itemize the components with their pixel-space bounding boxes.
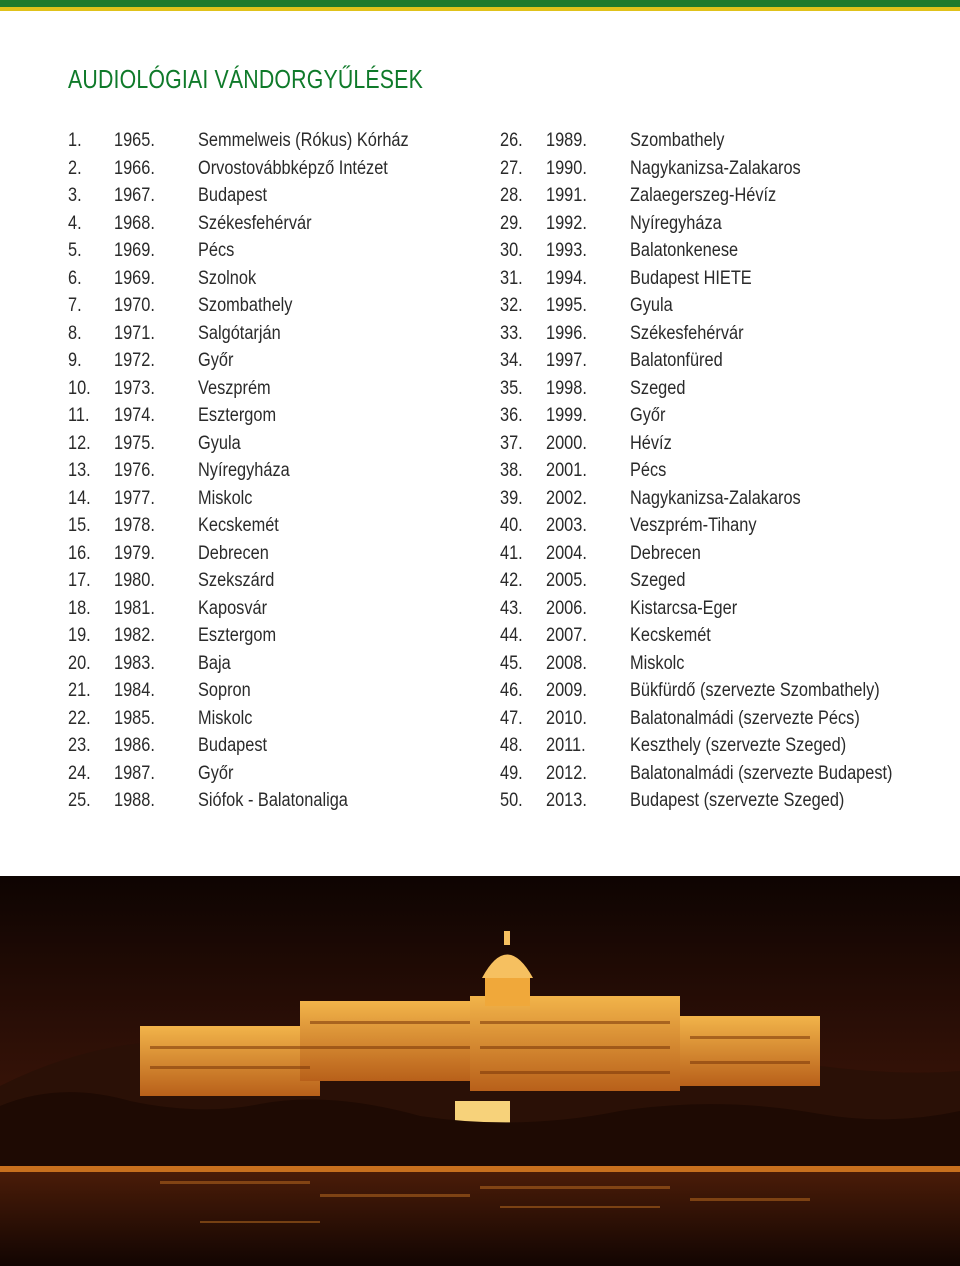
meeting-place: Szeged xyxy=(630,570,686,591)
meeting-place: Hévíz xyxy=(630,432,672,454)
meeting-place: Nagykanizsa-Zalakaros xyxy=(630,487,801,509)
meeting-number: 49. xyxy=(500,762,523,784)
meeting-year: 1987. xyxy=(114,762,155,784)
meeting-number: 18. xyxy=(68,597,91,619)
meeting-year: 1977. xyxy=(114,487,155,509)
meeting-place: Nagykanizsa-Zalakaros xyxy=(630,157,801,179)
meeting-year: 2005. xyxy=(546,570,587,591)
meeting-place: Salgótarján xyxy=(198,322,281,344)
meeting-place: Veszprém xyxy=(198,377,271,399)
meeting-place: Budapest xyxy=(198,735,268,756)
meeting-number: 8. xyxy=(68,322,82,344)
meeting-place: Budapest (szervezte Szeged) xyxy=(630,790,845,811)
meeting-year: 1986. xyxy=(114,735,155,756)
meeting-number: 44. xyxy=(500,625,523,646)
meeting-number: 41. xyxy=(500,542,523,564)
top-stripe-gold xyxy=(0,7,960,11)
meeting-place: Budapest xyxy=(198,185,268,206)
dome-lantern xyxy=(504,931,510,945)
meeting-year: 1975. xyxy=(114,432,155,454)
meeting-year: 1999. xyxy=(546,405,587,426)
meeting-number: 27. xyxy=(500,157,523,179)
meeting-number: 43. xyxy=(500,597,523,619)
meeting-year: 1967. xyxy=(114,185,155,206)
meeting-number: 40. xyxy=(500,515,523,536)
meeting-year: 2008. xyxy=(546,652,587,674)
meeting-year: 1990. xyxy=(546,157,587,179)
meeting-year: 2006. xyxy=(546,597,587,619)
meeting-year: 1982. xyxy=(114,625,155,646)
meeting-number: 46. xyxy=(500,680,523,701)
meeting-number: 30. xyxy=(500,240,523,261)
meeting-year: 1968. xyxy=(114,212,155,234)
meeting-year: 2009. xyxy=(546,680,587,701)
meeting-place: Kaposvár xyxy=(198,597,268,619)
meeting-year: 2011. xyxy=(546,735,586,756)
castle-left-wing xyxy=(140,1026,320,1096)
meeting-year: 2012. xyxy=(546,762,587,784)
meeting-place: Kistarcsa-Eger xyxy=(630,597,738,619)
meeting-place: Szeged xyxy=(630,377,686,399)
meeting-number: 37. xyxy=(500,432,523,454)
meeting-number: 19. xyxy=(68,625,91,646)
meeting-year: 1992. xyxy=(546,212,587,234)
meeting-year: 1985. xyxy=(114,707,155,729)
meeting-place: Pécs xyxy=(198,240,235,261)
dome-drum xyxy=(485,976,530,1006)
meeting-year: 1991. xyxy=(546,185,587,206)
meeting-place: Székesfehérvár xyxy=(630,322,744,344)
castle-main-wing xyxy=(470,996,680,1091)
meeting-place: Miskolc xyxy=(630,652,685,674)
meeting-year: 2000. xyxy=(546,432,587,454)
meeting-place: Debrecen xyxy=(198,542,269,564)
meeting-place: Siófok - Balatonaliga xyxy=(198,790,348,811)
meeting-year: 1979. xyxy=(114,542,155,564)
meeting-year: 1984. xyxy=(114,680,155,701)
castle-right-wing xyxy=(680,1016,820,1086)
meeting-number: 42. xyxy=(500,570,523,591)
castle-center-wing xyxy=(300,1001,480,1081)
meeting-place: Balatonkenese xyxy=(630,240,739,261)
meeting-place: Sopron xyxy=(198,680,251,701)
meeting-year: 1974. xyxy=(114,405,155,426)
meeting-number: 15. xyxy=(68,515,91,536)
meeting-year: 1965. xyxy=(114,130,155,151)
meeting-place: Esztergom xyxy=(198,405,277,426)
meeting-year: 1997. xyxy=(546,350,587,371)
meeting-year: 1994. xyxy=(546,267,587,289)
meeting-number: 28. xyxy=(500,185,523,206)
meeting-place: Zalaegerszeg-Hévíz xyxy=(630,185,777,206)
meeting-place: Győr xyxy=(198,350,234,371)
meeting-number: 6. xyxy=(68,267,82,289)
top-stripe xyxy=(0,0,960,12)
night-castle-photo xyxy=(0,876,960,1266)
meeting-number: 32. xyxy=(500,295,523,316)
top-stripe-green xyxy=(0,0,960,7)
meeting-year: 2007. xyxy=(546,625,587,646)
meeting-year: 1998. xyxy=(546,377,587,399)
meeting-year: 2001. xyxy=(546,460,587,481)
meeting-number: 34. xyxy=(500,350,523,371)
meeting-year: 1972. xyxy=(114,350,155,371)
meeting-place: Esztergom xyxy=(198,625,277,646)
meeting-year: 1983. xyxy=(114,652,155,674)
meeting-place: Szolnok xyxy=(198,267,257,289)
meeting-number: 39. xyxy=(500,487,523,509)
meeting-number: 4. xyxy=(68,212,82,234)
meeting-number: 3. xyxy=(68,185,82,206)
meeting-number: 50. xyxy=(500,790,523,811)
meeting-place: Veszprém-Tihany xyxy=(630,515,757,536)
meeting-year: 1970. xyxy=(114,295,155,316)
meeting-number: 21. xyxy=(68,680,91,701)
meeting-place: Balatonalmádi (szervezte Budapest) xyxy=(630,762,893,784)
meeting-number: 31. xyxy=(500,267,523,289)
meeting-number: 25. xyxy=(68,790,91,811)
meeting-year: 2010. xyxy=(546,707,587,729)
meeting-number: 48. xyxy=(500,735,523,756)
meeting-number: 20. xyxy=(68,652,91,674)
meeting-year: 1993. xyxy=(546,240,587,261)
meeting-year: 2003. xyxy=(546,515,587,536)
meeting-year: 1996. xyxy=(546,322,587,344)
meeting-place: Nyíregyháza xyxy=(198,460,290,481)
meeting-place: Győr xyxy=(630,405,666,426)
riverbank-lights xyxy=(0,1166,960,1172)
meeting-place: Kecskemét xyxy=(198,515,279,536)
meeting-year: 1989. xyxy=(546,130,587,151)
meeting-number: 12. xyxy=(68,432,91,454)
meeting-number: 33. xyxy=(500,322,523,344)
meeting-year: 2002. xyxy=(546,487,587,509)
meeting-number: 26. xyxy=(500,130,523,151)
meeting-place: Debrecen xyxy=(630,542,701,564)
meeting-place: Kecskemét xyxy=(630,625,711,646)
meeting-place: Pécs xyxy=(630,460,667,481)
meeting-place: Miskolc xyxy=(198,487,253,509)
meeting-number: 11. xyxy=(68,405,90,426)
meeting-number: 45. xyxy=(500,652,523,674)
meeting-number: 1. xyxy=(68,130,82,151)
meeting-year: 1966. xyxy=(114,157,155,179)
meeting-year: 1980. xyxy=(114,570,155,591)
meeting-number: 10. xyxy=(68,377,91,399)
meeting-number: 16. xyxy=(68,542,91,564)
meeting-place: Bükfürdő (szervezte Szombathely) xyxy=(630,680,880,701)
meeting-place: Keszthely (szervezte Szeged) xyxy=(630,735,847,756)
meeting-place: Győr xyxy=(198,762,234,784)
meeting-number: 22. xyxy=(68,707,91,729)
meeting-place: Szombathely xyxy=(630,130,725,151)
meeting-number: 47. xyxy=(500,707,523,729)
meeting-year: 1976. xyxy=(114,460,155,481)
castle-illustration xyxy=(0,876,960,1266)
meeting-place: Orvostovábbképző Intézet xyxy=(198,157,388,179)
meeting-place: Szekszárd xyxy=(198,570,275,591)
meeting-place: Budapest HIETE xyxy=(630,267,752,289)
meeting-number: 2. xyxy=(68,157,82,179)
meeting-year: 1981. xyxy=(114,597,155,619)
meeting-year: 1969. xyxy=(114,267,155,289)
meeting-place: Gyula xyxy=(198,432,241,454)
meeting-number: 7. xyxy=(68,295,82,316)
meeting-number: 24. xyxy=(68,762,91,784)
meeting-number: 17. xyxy=(68,570,91,591)
meeting-number: 13. xyxy=(68,460,91,481)
meeting-number: 29. xyxy=(500,212,523,234)
meeting-place: Baja xyxy=(198,652,231,674)
meeting-place: Gyula xyxy=(630,295,673,316)
meeting-place: Nyíregyháza xyxy=(630,212,722,234)
meeting-place: Balatonfüred xyxy=(630,350,723,371)
meeting-year: 1995. xyxy=(546,295,587,316)
meeting-place: Semmelweis (Rókus) Kórház xyxy=(198,130,409,151)
meeting-year: 1988. xyxy=(114,790,155,811)
meeting-number: 23. xyxy=(68,735,91,756)
meeting-number: 38. xyxy=(500,460,523,481)
meeting-year: 1969. xyxy=(114,240,155,261)
meeting-place: Miskolc xyxy=(198,707,253,729)
page-title: AUDIOLÓGIAI VÁNDORGYŰLÉSEK xyxy=(68,64,423,94)
meeting-year: 2013. xyxy=(546,790,587,811)
meeting-year: 2004. xyxy=(546,542,587,564)
meeting-number: 14. xyxy=(68,487,91,509)
meeting-year: 1978. xyxy=(114,515,155,536)
meeting-year: 1971. xyxy=(114,322,155,344)
meeting-place: Székesfehérvár xyxy=(198,212,312,234)
meeting-number: 35. xyxy=(500,377,523,399)
meeting-number: 9. xyxy=(68,350,82,371)
meeting-place: Szombathely xyxy=(198,295,293,316)
meeting-number: 36. xyxy=(500,405,523,426)
meeting-year: 1973. xyxy=(114,377,155,399)
meeting-number: 5. xyxy=(68,240,82,261)
meeting-place: Balatonalmádi (szervezte Pécs) xyxy=(630,707,860,729)
